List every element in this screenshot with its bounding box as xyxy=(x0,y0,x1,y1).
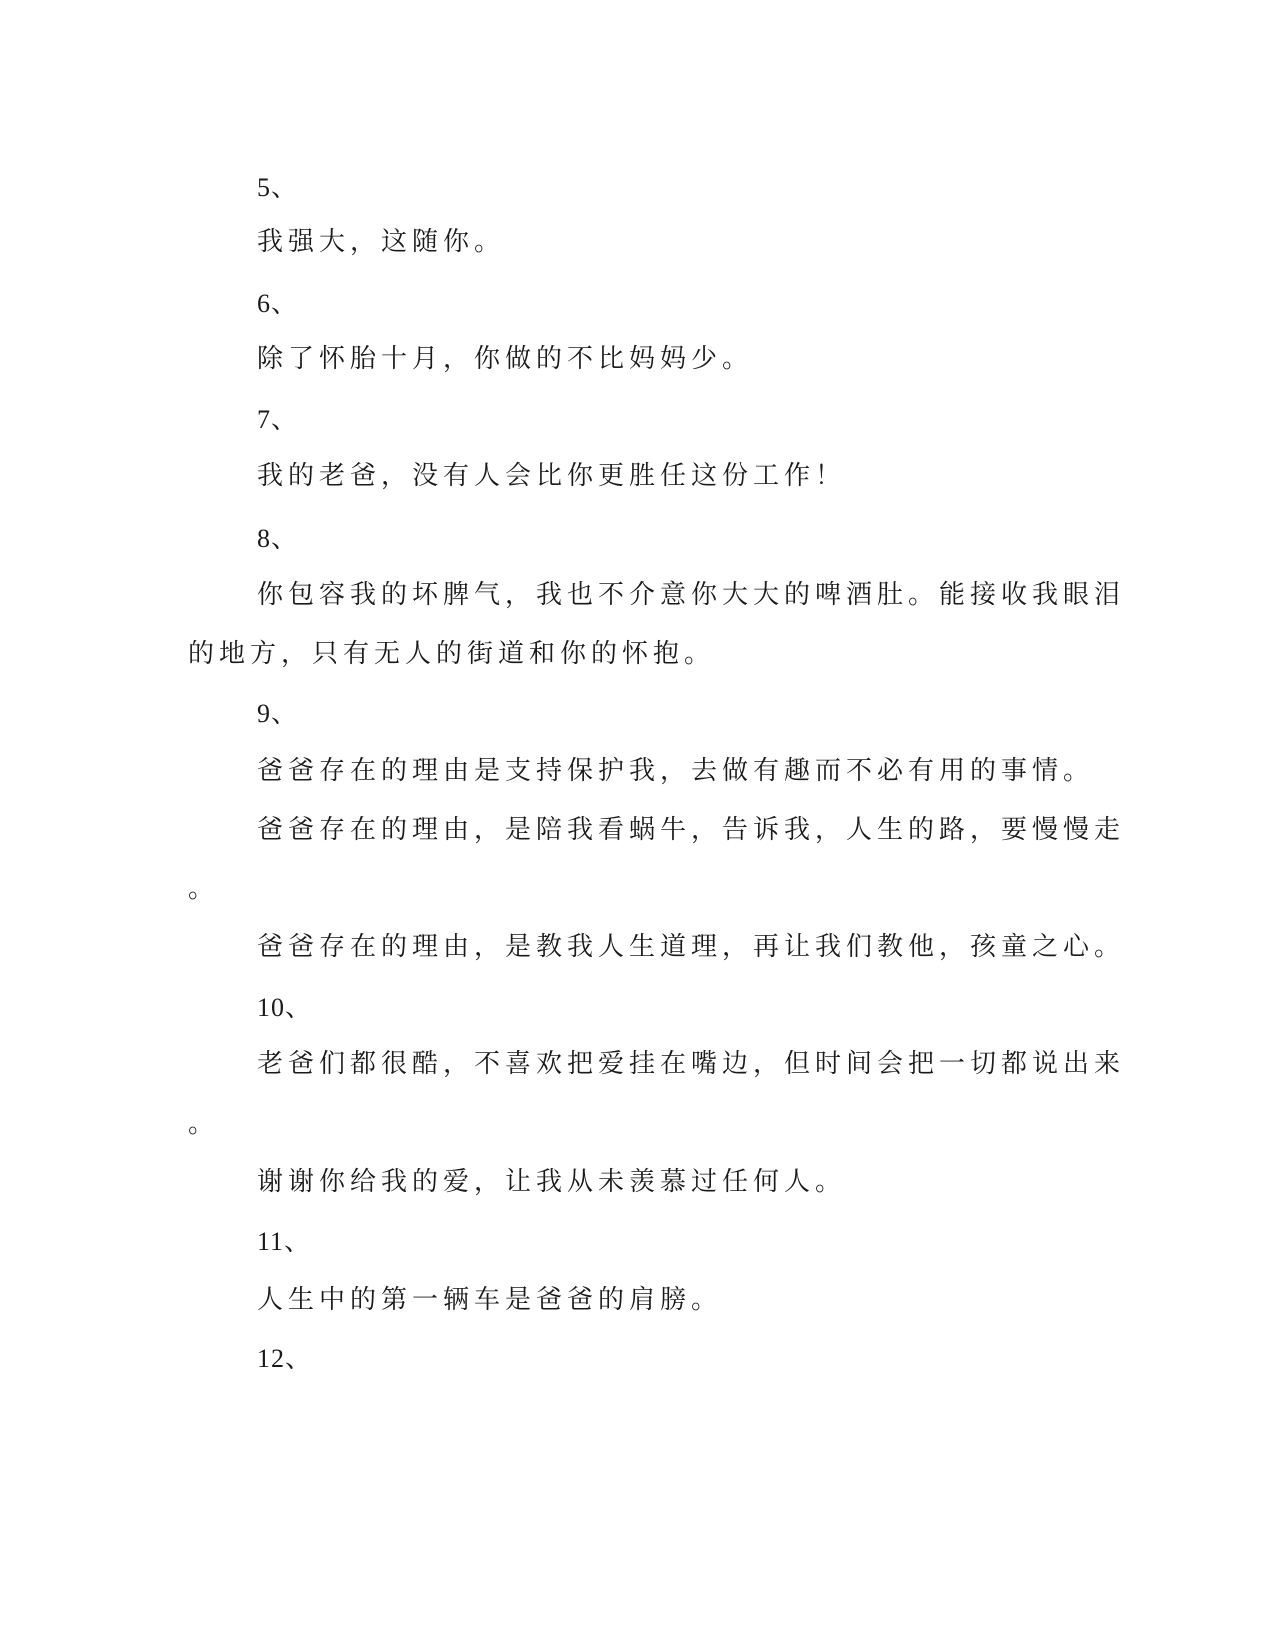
paragraph: 人生中的第一辆车是爸爸的肩膀。 xyxy=(257,1285,723,1315)
item-number: 7、 xyxy=(257,405,299,434)
paragraph-continuation: 。 xyxy=(188,1109,220,1139)
paragraph: 你包容我的坏脾气，我也不介意你大大的啤酒肚。能接收我眼泪 xyxy=(257,580,1126,610)
paragraph: 爸爸存在的理由，是教我人生道理，再让我们教他，孩童之心。 xyxy=(257,932,1126,962)
item-number: 6、 xyxy=(257,289,299,318)
paragraph: 我强大，这随你。 xyxy=(257,227,506,257)
paragraph: 我的老爸，没有人会比你更胜任这份工作！ xyxy=(257,461,847,491)
item-number: 11、 xyxy=(257,1227,312,1256)
paragraph: 爸爸存在的理由，是陪我看蜗牛，告诉我，人生的路，要慢慢走 xyxy=(257,815,1126,845)
paragraph-continuation: 的地方，只有无人的街道和你的怀抱。 xyxy=(188,639,716,669)
paragraph: 爸爸存在的理由是支持保护我，去做有趣而不必有用的事情。 xyxy=(257,756,1095,786)
paragraph: 谢谢你给我的爱，让我从未羡慕过任何人。 xyxy=(257,1167,847,1197)
paragraph: 除了怀胎十月，你做的不比妈妈少。 xyxy=(257,344,754,374)
item-number: 5、 xyxy=(257,173,299,202)
paragraph: 老爸们都很酷，不喜欢把爱挂在嘴边，但时间会把一切都说出来 xyxy=(257,1049,1126,1079)
item-number: 8、 xyxy=(257,524,299,553)
item-number: 9、 xyxy=(257,699,299,728)
paragraph-continuation: 。 xyxy=(188,874,220,904)
item-number: 10、 xyxy=(257,993,313,1022)
item-number: 12、 xyxy=(257,1344,313,1373)
